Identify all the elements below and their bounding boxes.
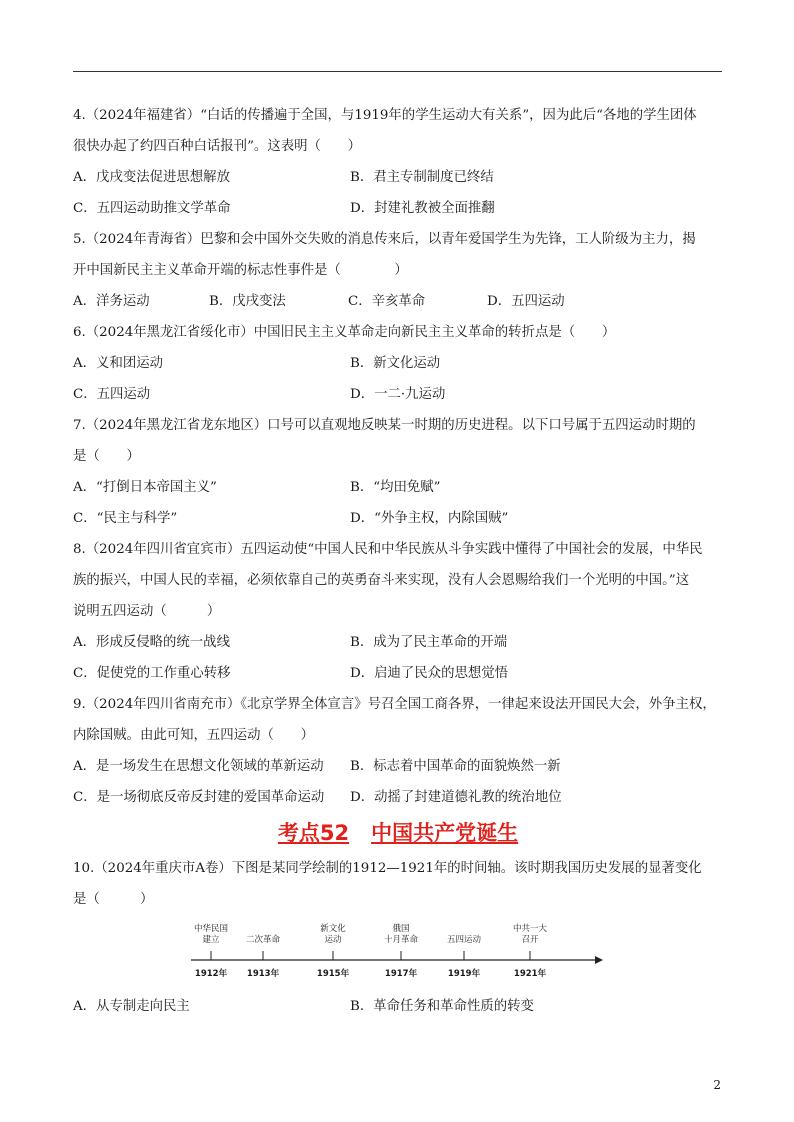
question-8-stem-line-1: 8.（2024年四川省宜宾市）五四运动使“中国人民和中华民族从斗争实践中懂得了中国社会的发展，中华民 <box>73 542 703 557</box>
question-10 <box>73 853 723 1022</box>
timeline-year-5: 1919年 <box>447 969 481 979</box>
question-7-option-a: A．“打倒日本帝国主义” <box>73 480 217 495</box>
timeline-year-2: 1913年 <box>246 969 280 979</box>
question-4-option-a: A．戊戌变法促进思想解放 <box>73 170 230 185</box>
timeline-event-label: 建立 <box>202 935 220 945</box>
document-body <box>73 100 723 1022</box>
timeline-event-label: 中华民国 <box>193 924 228 934</box>
question-5-option-b: B．戊戌变法 <box>209 294 286 309</box>
question-5-option-d: D．五四运动 <box>487 294 565 309</box>
question-9-option-b: B．标志着中国革命的面貌焕然一新 <box>350 759 561 774</box>
question-8-option-a: A．形成反侵略的统一战线 <box>73 635 230 650</box>
timeline-event-label: 中共一大 <box>512 924 547 934</box>
question-9-option-c: C．是一场彻底反帝反封建的爱国革命运动 <box>73 790 325 805</box>
timeline-event-label: 运动 <box>324 935 342 945</box>
timeline-event-label: 俄国 <box>392 924 410 934</box>
question-7-stem-line-2: 是（ ） <box>73 449 140 464</box>
question-5-stem-line-2: 开中国新民主主义革命开端的标志性事件是（ ） <box>73 263 408 278</box>
timeline-event-label: 召开 <box>521 935 539 945</box>
question-6-option-a: A．义和团运动 <box>73 356 164 371</box>
question-6-option-c: C．五四运动 <box>73 387 151 402</box>
timeline-event-label: 十月革命 <box>383 935 418 945</box>
question-7-option-b: B．“均田免赋” <box>350 480 441 495</box>
question-6-option-d: D．一二·九运动 <box>350 387 446 402</box>
question-4-option-c: C．五四运动助推文学革命 <box>73 201 231 216</box>
question-4-option-d: D．封建礼教被全面推翻 <box>350 201 495 216</box>
question-8-option-d: D．启迪了民众的思想觉悟 <box>350 666 509 681</box>
question-4-option-b: B．君主专制制度已终结 <box>350 170 494 185</box>
timeline-event-label: 二次革命 <box>245 935 280 945</box>
question-8-stem-line-3: 说明五四运动（ ） <box>73 604 221 619</box>
timeline-figure <box>73 923 723 987</box>
question-8-option-c: C．促使党的工作重心转移 <box>73 666 231 681</box>
timeline-year-1: 1912年 <box>194 969 228 979</box>
question-9-stem-line-2: 内除国贼。由此可知，五四运动（ ） <box>73 728 315 743</box>
question-5-stem-line-1: 5.（2024年青海省）巴黎和会中国外交失败的消息传来后，以青年爱国学生为先锋，工人阶级为主力，揭 <box>73 232 696 247</box>
question-9-stem-line-1: 9.（2024年四川省南充市）《北京学界全体宣言》号召全国工商各界，一律起来设法开国民大会，外争主权， <box>73 697 716 712</box>
timeline-year-6: 1921年 <box>513 969 547 979</box>
question-9-option-d: D．动摇了封建道德礼教的统治地位 <box>350 790 562 805</box>
timeline-event-5 <box>434 935 494 946</box>
question-10-stem-line-2: 是（ ） <box>73 892 154 907</box>
question-8-option-b: B．成为了民主革命的开端 <box>350 635 508 650</box>
page-number: 2 <box>713 1078 721 1092</box>
question-7-stem-line-1: 7.（2024年黑龙江省龙东地区）口号可以直观地反映某一时期的历史进程。以下口号属于五四运动时期的 <box>73 418 696 433</box>
question-10-option-a: A．从专制走向民主 <box>73 999 190 1014</box>
section-heading <box>73 813 723 853</box>
question-4-stem-line-2: 很快办起了约四百种白话报刊”。这表明（ ） <box>73 139 362 154</box>
header-rule <box>73 71 722 72</box>
question-4-stem-line-1: 4.（2024年福建省）“白话的传播遍于全国，与1919年的学生运动大有关系”，因为此后“各地的学生团体 <box>73 108 697 123</box>
question-7 <box>73 410 723 534</box>
timeline-event-4 <box>371 924 431 946</box>
timeline-event-6 <box>500 924 560 946</box>
question-6 <box>73 317 723 410</box>
question-9-option-a: A．是一场发生在思想文化领域的革新运动 <box>73 759 324 774</box>
section-label: 考点52 <box>277 821 350 845</box>
timeline-event-2 <box>233 935 293 946</box>
question-5-option-a: A．洋务运动 <box>73 294 150 309</box>
question-8 <box>73 534 723 689</box>
timeline-year-3: 1915年 <box>316 969 350 979</box>
question-10-option-b: B．革命任务和革命性质的转变 <box>350 999 534 1014</box>
question-4 <box>73 100 723 224</box>
question-6-option-b: B．新文化运动 <box>350 356 441 371</box>
timeline-event-1 <box>181 924 241 946</box>
question-8-stem-line-2: 族的振兴，中国人民的幸福，必须依靠自己的英勇奋斗来实现，没有人会恩赐给我们一个光明的中国。”这 <box>73 573 690 588</box>
question-9 <box>73 689 723 813</box>
section-title: 中国共产党诞生 <box>371 821 519 845</box>
timeline-event-label: 新文化 <box>320 924 346 934</box>
question-10-stem-line-1: 10.（2024年重庆市A卷）下图是某同学绘制的1912—1921年的时间轴。该时期我国历史发展的显著变化 <box>73 861 702 876</box>
question-5-option-c: C．辛亥革命 <box>348 294 426 309</box>
question-7-option-c: C．“民主与科学” <box>73 511 178 526</box>
question-6-stem-line-1: 6.（2024年黑龙江省绥化市）中国旧民主主义革命走向新民主主义革命的转折点是（ ） <box>73 325 616 340</box>
question-7-option-d: D．“外争主权，内除国贼” <box>350 511 509 526</box>
question-5 <box>73 224 723 317</box>
timeline-event-label: 五四运动 <box>446 935 481 945</box>
timeline-year-4: 1917年 <box>384 969 418 979</box>
timeline-event-3 <box>303 924 363 946</box>
